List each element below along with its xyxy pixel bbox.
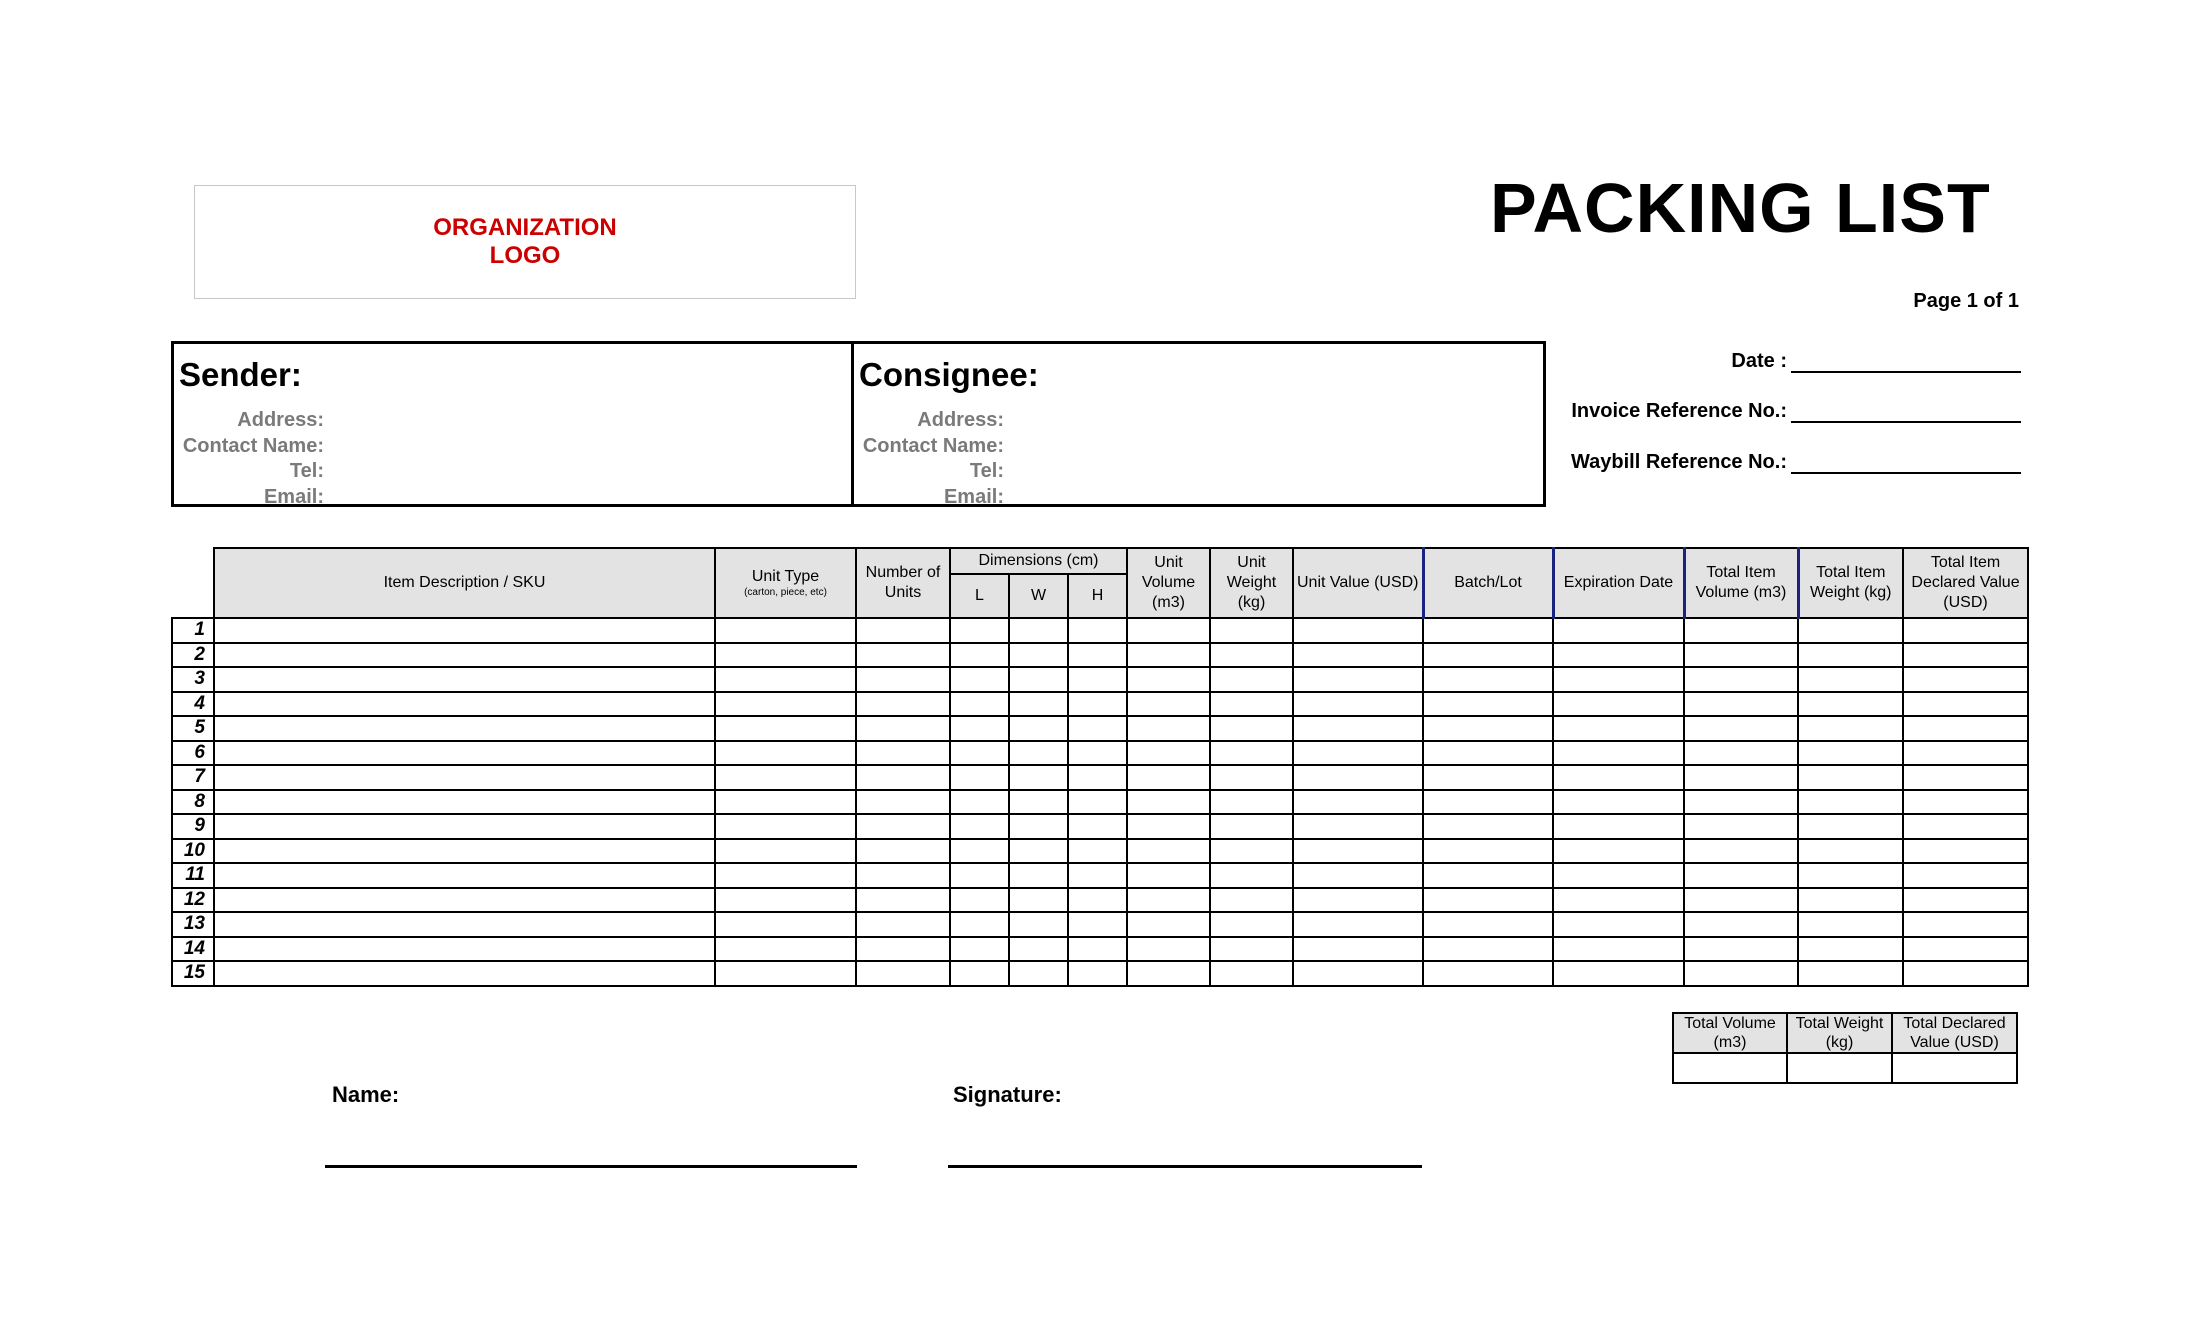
item-cell[interactable] [1210, 912, 1293, 937]
item-cell[interactable] [214, 765, 715, 790]
item-cell[interactable] [1798, 716, 1903, 741]
item-cell[interactable] [950, 667, 1009, 692]
item-cell[interactable] [1684, 692, 1798, 717]
name-label: Name: [332, 1082, 400, 1107]
row-number: 11 [172, 863, 214, 888]
item-cell[interactable] [856, 937, 950, 962]
item-cell[interactable] [1068, 618, 1127, 643]
item-cell[interactable] [950, 741, 1009, 766]
item-cell[interactable] [1423, 692, 1553, 717]
item-cell[interactable] [715, 839, 856, 864]
item-cell[interactable] [1423, 863, 1553, 888]
item-cell[interactable] [214, 618, 715, 643]
item-cell[interactable] [1423, 839, 1553, 864]
item-cell[interactable] [950, 814, 1009, 839]
item-cell[interactable] [1210, 643, 1293, 668]
item-cell[interactable] [214, 814, 715, 839]
item-cell[interactable] [1009, 667, 1068, 692]
header-dimension-height: H [1068, 574, 1127, 618]
invoice-reference-field[interactable] [1571, 400, 2021, 423]
item-cell[interactable] [1798, 790, 1903, 815]
item-cell[interactable] [1210, 937, 1293, 962]
item-cell[interactable] [1127, 716, 1210, 741]
item-cell[interactable] [715, 863, 856, 888]
table-row [172, 741, 2028, 766]
header-expiration-date: Expiration Date [1553, 548, 1684, 618]
totals-header-value: Total Declared Value (USD) [1892, 1013, 2017, 1053]
date-label: Date : [1731, 350, 1787, 372]
item-cell[interactable] [1684, 643, 1798, 668]
item-cell[interactable] [1903, 667, 2028, 692]
item-cell[interactable] [1293, 667, 1423, 692]
item-cell[interactable] [856, 961, 950, 986]
waybill-reference-input-line[interactable] [1791, 452, 2021, 474]
item-cell[interactable] [950, 888, 1009, 913]
waybill-reference-label: Waybill Reference No.: [1571, 451, 1787, 473]
item-cell[interactable] [1798, 912, 1903, 937]
page-number: Page 1 of 1 [1913, 290, 2019, 312]
item-cell[interactable] [1068, 790, 1127, 815]
corner-cell [172, 548, 214, 618]
consignee-box [851, 341, 1546, 507]
item-cell[interactable] [1293, 839, 1423, 864]
item-cell[interactable] [1009, 618, 1068, 643]
item-cell[interactable] [1009, 961, 1068, 986]
item-cell[interactable] [1798, 618, 1903, 643]
item-cell[interactable] [715, 888, 856, 913]
item-cell[interactable] [856, 839, 950, 864]
header-unit-value: Unit Value (USD) [1293, 548, 1423, 618]
item-cell[interactable] [1903, 888, 2028, 913]
consignee-tel-label: Tel: [969, 460, 1004, 482]
item-cell[interactable] [214, 937, 715, 962]
item-cell[interactable] [214, 912, 715, 937]
item-cell[interactable] [1210, 790, 1293, 815]
header-unit-volume: Unit Volume (m3) [1127, 548, 1210, 618]
item-cell[interactable] [1210, 618, 1293, 643]
item-cell[interactable] [1684, 765, 1798, 790]
item-cell[interactable] [214, 863, 715, 888]
item-cell[interactable] [1798, 839, 1903, 864]
item-cell[interactable] [715, 618, 856, 643]
item-cell[interactable] [1423, 790, 1553, 815]
item-cell[interactable] [1068, 765, 1127, 790]
item-cell[interactable] [1127, 839, 1210, 864]
item-cell[interactable] [1798, 937, 1903, 962]
item-cell[interactable] [715, 912, 856, 937]
item-cell[interactable] [1009, 839, 1068, 864]
header-dimensions: Dimensions (cm) [950, 548, 1127, 574]
row-number: 15 [172, 961, 214, 986]
item-cell[interactable] [1423, 618, 1553, 643]
row-number: 1 [172, 618, 214, 643]
item-cell[interactable] [715, 961, 856, 986]
item-cell[interactable] [1798, 863, 1903, 888]
item-cell[interactable] [1127, 741, 1210, 766]
item-cell[interactable] [1009, 765, 1068, 790]
item-cell[interactable] [1798, 741, 1903, 766]
consignee-fields [854, 408, 1004, 510]
table-row [172, 716, 2028, 741]
item-cell[interactable] [1798, 814, 1903, 839]
item-cell[interactable] [856, 888, 950, 913]
item-cell[interactable] [1068, 888, 1127, 913]
row-number: 12 [172, 888, 214, 913]
item-cell[interactable] [1210, 839, 1293, 864]
table-row [172, 667, 2028, 692]
item-cell[interactable] [1293, 790, 1423, 815]
item-cell[interactable] [1553, 692, 1684, 717]
signature-label: Signature: [953, 1082, 1062, 1107]
item-cell[interactable] [1293, 643, 1423, 668]
header-total-declared-value: Total Item Declared Value (USD) [1903, 548, 2028, 618]
item-cell[interactable] [1293, 863, 1423, 888]
item-cell[interactable] [1903, 839, 2028, 864]
item-cell[interactable] [1423, 716, 1553, 741]
item-cell[interactable] [1423, 912, 1553, 937]
item-cell[interactable] [1553, 888, 1684, 913]
item-cell[interactable] [950, 765, 1009, 790]
item-cell[interactable] [856, 618, 950, 643]
item-cell[interactable] [214, 839, 715, 864]
item-cell[interactable] [1009, 716, 1068, 741]
item-cell[interactable] [1068, 912, 1127, 937]
header-unit-type [715, 548, 856, 618]
item-cell[interactable] [1553, 765, 1684, 790]
item-cell[interactable] [1684, 937, 1798, 962]
item-cell[interactable] [1293, 692, 1423, 717]
item-cell[interactable] [1210, 814, 1293, 839]
item-cell[interactable] [950, 912, 1009, 937]
item-cell[interactable] [1210, 692, 1293, 717]
sender-box [171, 341, 854, 507]
item-cell[interactable] [715, 790, 856, 815]
header-dimension-width: W [1009, 574, 1068, 618]
table-row [172, 692, 2028, 717]
invoice-reference-label: Invoice Reference No.: [1571, 400, 1787, 422]
header-unit-weight: Unit Weight (kg) [1210, 548, 1293, 618]
item-cell[interactable] [715, 937, 856, 962]
table-row [172, 790, 2028, 815]
table-row [172, 839, 2028, 864]
table-row [172, 618, 2028, 643]
item-cell[interactable] [856, 692, 950, 717]
item-cell[interactable] [1903, 912, 2028, 937]
consignee-contact-label: Contact Name: [862, 434, 1004, 457]
item-cell[interactable] [1553, 961, 1684, 986]
item-cell[interactable] [950, 839, 1009, 864]
item-cell[interactable] [1009, 790, 1068, 815]
item-cell[interactable] [1293, 765, 1423, 790]
item-cell[interactable] [214, 716, 715, 741]
item-cell[interactable] [1009, 741, 1068, 766]
table-row [172, 643, 2028, 668]
item-cell[interactable] [1293, 741, 1423, 766]
item-cell[interactable] [1068, 741, 1127, 766]
item-cell[interactable] [1127, 643, 1210, 668]
item-cell[interactable] [1210, 961, 1293, 986]
row-number: 10 [172, 839, 214, 864]
logo-line-2: LOGO [489, 242, 561, 269]
document-title: PACKING LIST [1490, 169, 1991, 247]
invoice-reference-input-line[interactable] [1791, 401, 2021, 423]
row-number: 13 [172, 912, 214, 937]
item-cell[interactable] [856, 790, 950, 815]
date-field[interactable] [1731, 350, 2021, 373]
item-cell[interactable] [715, 765, 856, 790]
item-cell[interactable] [1903, 618, 2028, 643]
item-cell[interactable] [1423, 937, 1553, 962]
row-number: 14 [172, 937, 214, 962]
organization-logo-placeholder [194, 185, 856, 299]
item-cell[interactable] [1127, 667, 1210, 692]
logo-line-1: ORGANIZATION [433, 214, 617, 241]
header-item-description: Item Description / SKU [214, 548, 715, 618]
item-cell[interactable] [1684, 961, 1798, 986]
item-cell[interactable] [1798, 667, 1903, 692]
item-cell[interactable] [1127, 692, 1210, 717]
item-cell[interactable] [1423, 961, 1553, 986]
item-cell[interactable] [1903, 790, 2028, 815]
item-cell[interactable] [1553, 912, 1684, 937]
item-cell[interactable] [1684, 912, 1798, 937]
totals-header-weight: Total Weight (kg) [1787, 1013, 1892, 1053]
item-cell[interactable] [1127, 961, 1210, 986]
table-row [172, 937, 2028, 962]
item-cell[interactable] [1068, 667, 1127, 692]
item-cell[interactable] [1127, 790, 1210, 815]
sender-email-label: Email: [263, 485, 324, 508]
totals-table [1672, 1012, 2018, 1084]
item-cell[interactable] [1293, 716, 1423, 741]
item-cell[interactable] [1903, 692, 2028, 717]
consignee-address-label: Address: [917, 409, 1004, 431]
sender-title: Sender: [179, 356, 302, 393]
item-cell[interactable] [1903, 814, 2028, 839]
item-cell[interactable] [214, 888, 715, 913]
item-cell[interactable] [950, 937, 1009, 962]
item-cell[interactable] [1210, 888, 1293, 913]
item-cell[interactable] [1684, 888, 1798, 913]
row-number: 6 [172, 741, 214, 766]
item-cell[interactable] [1903, 741, 2028, 766]
table-row [172, 888, 2028, 913]
item-cell[interactable] [214, 961, 715, 986]
item-cell[interactable] [1293, 937, 1423, 962]
item-cell[interactable] [1068, 643, 1127, 668]
item-cell[interactable] [1293, 961, 1423, 986]
header-unit-type-label: Unit Type [751, 568, 820, 585]
sender-contact-label: Contact Name: [182, 434, 324, 457]
row-number: 3 [172, 667, 214, 692]
item-cell[interactable] [856, 863, 950, 888]
row-number: 4 [172, 692, 214, 717]
table-row [172, 863, 2028, 888]
item-cell[interactable] [1423, 667, 1553, 692]
item-cell[interactable] [856, 667, 950, 692]
item-cell[interactable] [1798, 888, 1903, 913]
item-cell[interactable] [1798, 765, 1903, 790]
item-cell[interactable] [856, 741, 950, 766]
item-cell[interactable] [856, 716, 950, 741]
item-cell[interactable] [1293, 618, 1423, 643]
table-row [172, 961, 2028, 986]
item-cell[interactable] [1903, 863, 2028, 888]
item-cell[interactable] [1903, 643, 2028, 668]
item-cell[interactable] [1210, 863, 1293, 888]
name-input-line[interactable] [325, 1165, 857, 1168]
sender-address-label: Address: [237, 409, 324, 431]
header-batch-lot: Batch/Lot [1423, 548, 1553, 618]
item-cell[interactable] [1009, 888, 1068, 913]
item-cell[interactable] [1068, 961, 1127, 986]
item-cell[interactable] [1127, 937, 1210, 962]
header-number-of-units: Number of Units [856, 548, 950, 618]
item-cell[interactable] [1423, 765, 1553, 790]
item-cell[interactable] [1553, 618, 1684, 643]
item-cell[interactable] [1127, 814, 1210, 839]
item-cell[interactable] [1684, 618, 1798, 643]
item-cell[interactable] [1127, 618, 1210, 643]
item-cell[interactable] [1293, 814, 1423, 839]
item-cell[interactable] [1127, 765, 1210, 790]
table-row [172, 912, 2028, 937]
item-cell[interactable] [1553, 814, 1684, 839]
item-cell[interactable] [1684, 667, 1798, 692]
date-input-line[interactable] [1791, 351, 2021, 373]
item-cell[interactable] [1684, 741, 1798, 766]
item-cell[interactable] [856, 765, 950, 790]
item-cell[interactable] [1684, 814, 1798, 839]
row-number: 9 [172, 814, 214, 839]
item-cell[interactable] [1423, 888, 1553, 913]
item-cell[interactable] [214, 692, 715, 717]
item-cell[interactable] [1293, 888, 1423, 913]
item-cell[interactable] [1423, 814, 1553, 839]
row-number: 7 [172, 765, 214, 790]
item-cell[interactable] [1903, 765, 2028, 790]
totals-header-volume: Total Volume (m3) [1673, 1013, 1787, 1053]
item-cell[interactable] [1127, 863, 1210, 888]
item-cell[interactable] [1553, 667, 1684, 692]
item-cell[interactable] [1553, 741, 1684, 766]
item-cell[interactable] [950, 716, 1009, 741]
item-cell[interactable] [856, 814, 950, 839]
item-cell[interactable] [950, 692, 1009, 717]
item-cell[interactable] [1068, 937, 1127, 962]
item-cell[interactable] [1798, 961, 1903, 986]
totals-weight-cell[interactable] [1787, 1053, 1892, 1083]
item-cell[interactable] [715, 667, 856, 692]
item-cell[interactable] [856, 643, 950, 668]
item-cell[interactable] [715, 814, 856, 839]
item-cell[interactable] [1068, 863, 1127, 888]
item-cell[interactable] [1903, 716, 2028, 741]
items-table [171, 547, 2029, 987]
item-cell[interactable] [1684, 839, 1798, 864]
sender-fields [174, 408, 324, 510]
item-cell[interactable] [1553, 790, 1684, 815]
item-cell[interactable] [1684, 716, 1798, 741]
item-cell[interactable] [1684, 863, 1798, 888]
item-cell[interactable] [1009, 863, 1068, 888]
row-number: 2 [172, 643, 214, 668]
item-cell[interactable] [715, 741, 856, 766]
signature-input-line[interactable] [948, 1165, 1422, 1168]
item-cell[interactable] [1127, 888, 1210, 913]
item-cell[interactable] [1068, 839, 1127, 864]
table-row [172, 814, 2028, 839]
item-cell[interactable] [214, 667, 715, 692]
item-cell[interactable] [856, 912, 950, 937]
item-cell[interactable] [1903, 937, 2028, 962]
item-cell[interactable] [1210, 741, 1293, 766]
item-cell[interactable] [950, 961, 1009, 986]
row-number: 5 [172, 716, 214, 741]
header-dimension-length: L [950, 574, 1009, 618]
item-cell[interactable] [1423, 643, 1553, 668]
item-cell[interactable] [1553, 863, 1684, 888]
item-cell[interactable] [214, 741, 715, 766]
item-cell[interactable] [1553, 839, 1684, 864]
item-cell[interactable] [1553, 716, 1684, 741]
item-cell[interactable] [1210, 765, 1293, 790]
item-cell[interactable] [1127, 912, 1210, 937]
item-cell[interactable] [950, 643, 1009, 668]
item-cell[interactable] [1009, 937, 1068, 962]
item-cell[interactable] [1684, 790, 1798, 815]
item-cell[interactable] [1293, 912, 1423, 937]
item-cell[interactable] [1798, 643, 1903, 668]
row-number: 8 [172, 790, 214, 815]
header-total-item-volume: Total Item Volume (m3) [1684, 548, 1798, 618]
item-cell[interactable] [1423, 741, 1553, 766]
item-cell[interactable] [1068, 692, 1127, 717]
item-cell[interactable] [950, 790, 1009, 815]
header-total-item-weight: Total Item Weight (kg) [1798, 548, 1903, 618]
item-cell[interactable] [1068, 716, 1127, 741]
waybill-reference-field[interactable] [1571, 451, 2021, 474]
item-cell[interactable] [214, 643, 715, 668]
item-cell[interactable] [950, 618, 1009, 643]
item-cell[interactable] [1009, 814, 1068, 839]
item-cell[interactable] [715, 692, 856, 717]
item-cell[interactable] [1009, 643, 1068, 668]
item-cell[interactable] [950, 863, 1009, 888]
item-cell[interactable] [1798, 692, 1903, 717]
item-cell[interactable] [1903, 961, 2028, 986]
item-cell[interactable] [715, 716, 856, 741]
table-row [172, 765, 2028, 790]
item-cell[interactable] [214, 790, 715, 815]
item-cell[interactable] [1210, 716, 1293, 741]
consignee-email-label: Email: [943, 485, 1004, 508]
header-unit-type-sub: (carton, piece, etc) [744, 587, 827, 598]
item-cell[interactable] [1068, 814, 1127, 839]
item-cell[interactable] [715, 643, 856, 668]
totals-value-cell[interactable] [1892, 1053, 2017, 1083]
item-cell[interactable] [1210, 667, 1293, 692]
item-cell[interactable] [1009, 692, 1068, 717]
item-cell[interactable] [1009, 912, 1068, 937]
item-cell[interactable] [1553, 643, 1684, 668]
item-cell[interactable] [1553, 937, 1684, 962]
totals-volume-cell[interactable] [1673, 1053, 1787, 1083]
consignee-title: Consignee: [859, 356, 1039, 393]
sender-tel-label: Tel: [289, 460, 324, 482]
